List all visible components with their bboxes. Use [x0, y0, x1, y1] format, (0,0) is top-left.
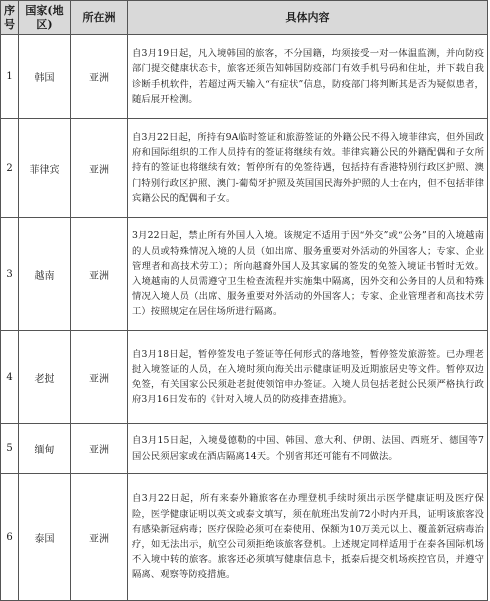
row-no: 1 [1, 35, 19, 119]
row-no: 5 [1, 424, 19, 474]
row-detail: 自3月18日起，暂停签发电子签证等任何形式的落地签，暂停签发旅游签。已办理老挝入境签证的人员，在入境时须向海关出示健康证明及近期旅居史等文件。暂停双边免签，有关国家公民须赴老挝使领馆申办签证。入境人员包括老挝公民须严格执行政府3月16日发布的《针对入境人员的防疫排查措施》。 [128, 331, 488, 424]
row-region: 亚洲 [71, 474, 128, 601]
row-country: 老挝 [19, 331, 71, 424]
header-country: 国家(地区) [19, 1, 71, 35]
row-region: 亚洲 [71, 218, 128, 331]
table-row [1, 119, 488, 218]
row-region: 亚洲 [71, 35, 128, 119]
table-row [1, 424, 488, 474]
row-detail: 自3月19日起，凡入境韩国的旅客，不分国籍，均须接受一对一体温监测，并向防疫部门提交健康状态卡，旅客还须告知韩国防疫部门有效手机号码和住址，并下载自我诊断手机软件，若超过两天输入“有症状”信息，防疫部门将判断其是否为疑似患者，随后展开检测。 [128, 35, 488, 119]
header-no: 序号 [1, 1, 19, 35]
row-region: 亚洲 [71, 424, 128, 474]
row-country: 泰国 [19, 474, 71, 601]
row-detail: 自3月15日起，入境曼德勒的中国、韩国、意大利、伊朗、法国、西班牙、德国等7国公民须居家或在酒店隔离14天。个别省邦还可能有不同做法。 [128, 424, 488, 474]
row-region: 亚洲 [71, 119, 128, 218]
row-no: 3 [1, 218, 19, 331]
row-no: 2 [1, 119, 19, 218]
row-region: 亚洲 [71, 331, 128, 424]
row-no: 6 [1, 474, 19, 601]
table-row [1, 218, 488, 331]
row-no: 4 [1, 331, 19, 424]
row-detail: 自3月22日起，所持有9A临时签证和旅游签证的外籍公民不得入境菲律宾，但外国政府和国际组织的工作人员持有的签证将继续有效。菲律宾籍公民的外籍配偶和子女所持有的签证也将继续有效；暂停所有的免签待遇，包括持有香港特别行政区护照、澳门特别行政区护照、澳门-葡萄牙护照及英国国民海外护照的人士在内，但不包括菲律宾籍公民的配偶和子女。 [128, 119, 488, 218]
row-country: 越南 [19, 218, 71, 331]
row-country: 菲律宾 [19, 119, 71, 218]
table-header-row [1, 1, 488, 35]
table-row [1, 331, 488, 424]
header-detail: 具体内容 [128, 1, 488, 35]
row-country: 韩国 [19, 35, 71, 119]
row-country: 缅甸 [19, 424, 71, 474]
table-row [1, 474, 488, 601]
header-region: 所在洲 [71, 1, 128, 35]
table-row [1, 35, 488, 119]
row-detail: 3月22日起，禁止所有外国人入境。该规定不适用于因“外交”或“公务”目的入境越南的人员或特殊情况入境的人员（如出席、服务重要对外活动的外国客人；专家、企业管理者和高技术劳工）；所向越裔外国人及其家属的签发的免签入境证书暂时无效。入境越南的人员需遵守卫生检查流程并实施集中隔离，因外交和公务目的人员和特殊情况入境人员（出席、服务重要对外活动的外国客人；专家、企业管理者和高技术劳工）按照规定在居住场所进行隔离。 [128, 218, 488, 331]
row-detail: 自3月22日起，所有来泰外籍旅客在办理登机手续时须出示医学健康证明及医疗保险，医学健康证明以英文或泰文填写，须在航班出发前72小时内开具，证明该旅客没有感染新冠病毒；医疗保险必须可在泰使用、保额为10万美元以上、覆盖新冠病毒治疗，如无法出示，航空公司须拒绝该旅客登机。上述规定同样适用于在泰各国际机场不入境中转的旅客。旅客还必须填写健康信息卡，抵泰后提交机场疾控官员，并遵守隔离、观察等防疫措施。 [128, 474, 488, 601]
